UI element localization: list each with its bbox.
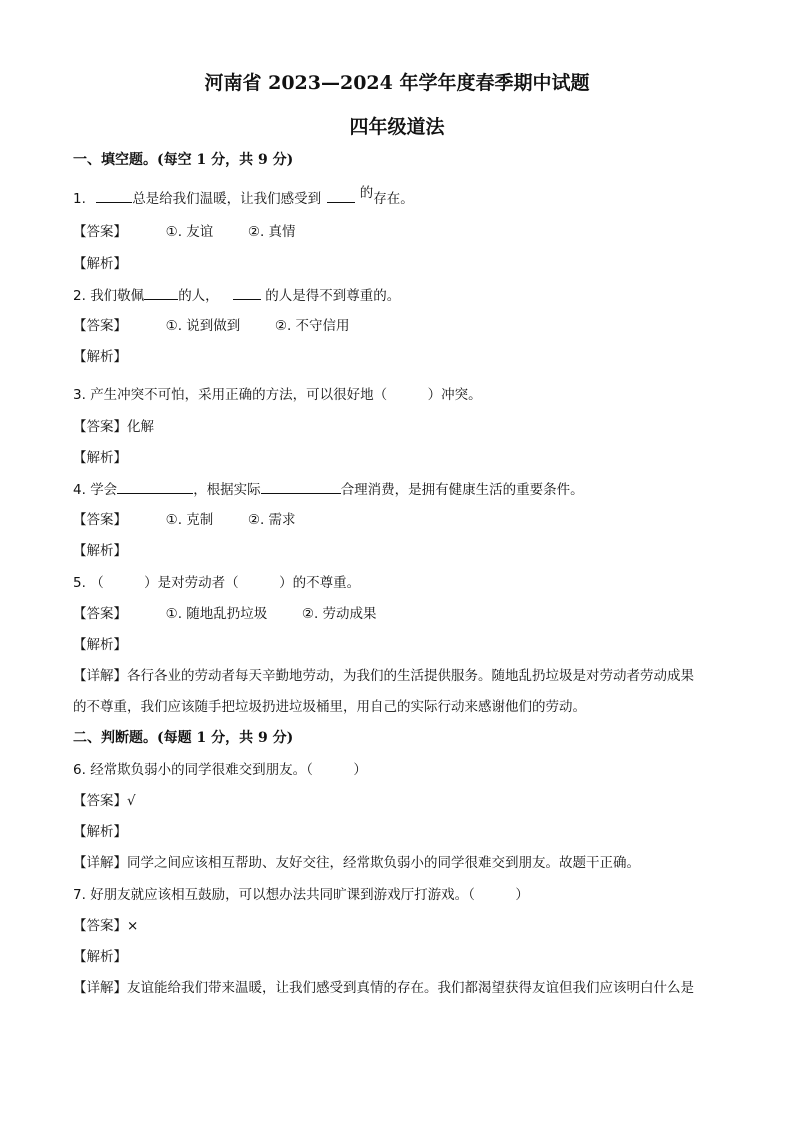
question-5 — [73, 573, 360, 593]
question-3 — [73, 385, 482, 405]
answer-blank — [144, 285, 178, 300]
question-text: 学会 — [90, 482, 118, 498]
question-6 — [73, 760, 367, 780]
answer-row — [73, 604, 377, 624]
detail-row — [73, 978, 694, 998]
analysis-tag: 【解析】 — [73, 543, 127, 559]
answer-row — [73, 791, 136, 811]
answer-row — [73, 316, 350, 336]
question-text: 存在。 — [373, 191, 414, 207]
question-text: 的人， — [178, 288, 219, 304]
answer-item: 化解 — [127, 419, 154, 435]
question-text: 的人是得不到尊重的。 — [265, 288, 401, 304]
detail-tag: 【详解】 — [73, 855, 127, 871]
answer-tag: 【答案】 — [73, 318, 127, 334]
question-text: 好朋友就应该相互鼓励，可以想办法共同旷课到游戏厅打游戏。（ ） — [90, 887, 529, 903]
question-number: 7. — [73, 887, 86, 903]
answer-blank — [96, 188, 132, 203]
answer-item: ①. 克制 — [165, 512, 214, 528]
answer-tag: 【答案】 — [73, 224, 127, 240]
answer-blank — [233, 285, 261, 300]
answer-row — [73, 222, 296, 242]
question-text: ，根据实际 — [193, 482, 261, 498]
page-subtitle: 四年级道法 — [349, 116, 445, 138]
detail-row — [73, 853, 640, 873]
answer-item: ②. 需求 — [247, 512, 296, 528]
question-number: 2. — [73, 288, 86, 304]
question-text: 经常欺负弱小的同学很难交到朋友。（ ） — [90, 762, 367, 778]
answer-item: ②. 劳动成果 — [301, 606, 377, 622]
detail-text: 同学之间应该相互帮助、友好交往，经常欺负弱小的同学很难交到朋友。故题干正确。 — [127, 855, 640, 871]
answer-blank — [261, 479, 341, 494]
answer-item: √ — [127, 793, 136, 809]
analysis-tag: 【解析】 — [73, 349, 127, 365]
analysis-tag: 【解析】 — [73, 256, 127, 272]
answer-blank — [117, 479, 193, 494]
answer-tag: 【答案】 — [73, 918, 127, 934]
detail-row — [73, 666, 694, 686]
answer-row — [73, 510, 296, 530]
question-2 — [73, 285, 400, 306]
answer-row — [73, 916, 138, 936]
answer-tag: 【答案】 — [73, 793, 127, 809]
detail-text: 的不尊重，我们应该随手把垃圾扔进垃圾桶里，用自己的实际行动来感谢他们的劳动。 — [73, 699, 586, 715]
question-7 — [73, 885, 529, 905]
question-text: （ ）是对劳动者（ ）的不尊重。 — [90, 575, 361, 591]
detail-text: 友谊能给我们带来温暖，让我们感受到真情的存在。我们都渴望获得友谊但我们应该明白什么是 — [127, 980, 694, 996]
answer-tag: 【答案】 — [73, 419, 127, 435]
section-heading-fill-blank: 一、填空题。(每空 1 分，共 9 分) — [73, 152, 294, 168]
question-number: 1. — [73, 191, 86, 207]
question-text: 产生冲突不可怕，采用正确的方法，可以很好地（ ）冲突。 — [90, 387, 482, 403]
answer-item: ①. 随地乱扔垃圾 — [165, 606, 268, 622]
question-number: 6. — [73, 762, 86, 778]
answer-item: × — [127, 918, 139, 934]
question-text: 我们敬佩 — [90, 288, 145, 304]
answer-row — [73, 417, 154, 437]
answer-tag: 【答案】 — [73, 512, 127, 528]
question-number: 5. — [73, 575, 86, 591]
question-text: 的 — [359, 185, 374, 201]
detail-tag: 【详解】 — [73, 668, 127, 684]
answer-item: ①. 友谊 — [165, 224, 214, 240]
question-text: 总是给我们温暖，让我们感受到 — [132, 191, 322, 207]
answer-tag: 【答案】 — [73, 606, 127, 622]
section-heading-true-false: 二、判断题。(每题 1 分，共 9 分) — [73, 730, 294, 746]
question-number: 3. — [73, 387, 86, 403]
question-text: 合理消费，是拥有健康生活的重要条件。 — [340, 482, 584, 498]
page-title: 河南省 2023—2024 年学年度春季期中试题 — [204, 72, 590, 94]
analysis-tag: 【解析】 — [73, 824, 127, 840]
answer-blank — [327, 188, 355, 203]
question-1 — [73, 185, 414, 209]
answer-item: ①. 说到做到 — [165, 318, 241, 334]
analysis-tag: 【解析】 — [73, 450, 127, 466]
question-4 — [73, 479, 584, 500]
analysis-tag: 【解析】 — [73, 949, 127, 965]
detail-text: 各行各业的劳动者每天辛勤地劳动，为我们的生活提供服务。随地乱扔垃圾是对劳动者劳动成果 — [127, 668, 694, 684]
answer-item: ②. 不守信用 — [274, 318, 350, 334]
analysis-tag: 【解析】 — [73, 637, 127, 653]
answer-item: ②. 真情 — [247, 224, 296, 240]
question-number: 4. — [73, 482, 86, 498]
detail-tag: 【详解】 — [73, 980, 127, 996]
